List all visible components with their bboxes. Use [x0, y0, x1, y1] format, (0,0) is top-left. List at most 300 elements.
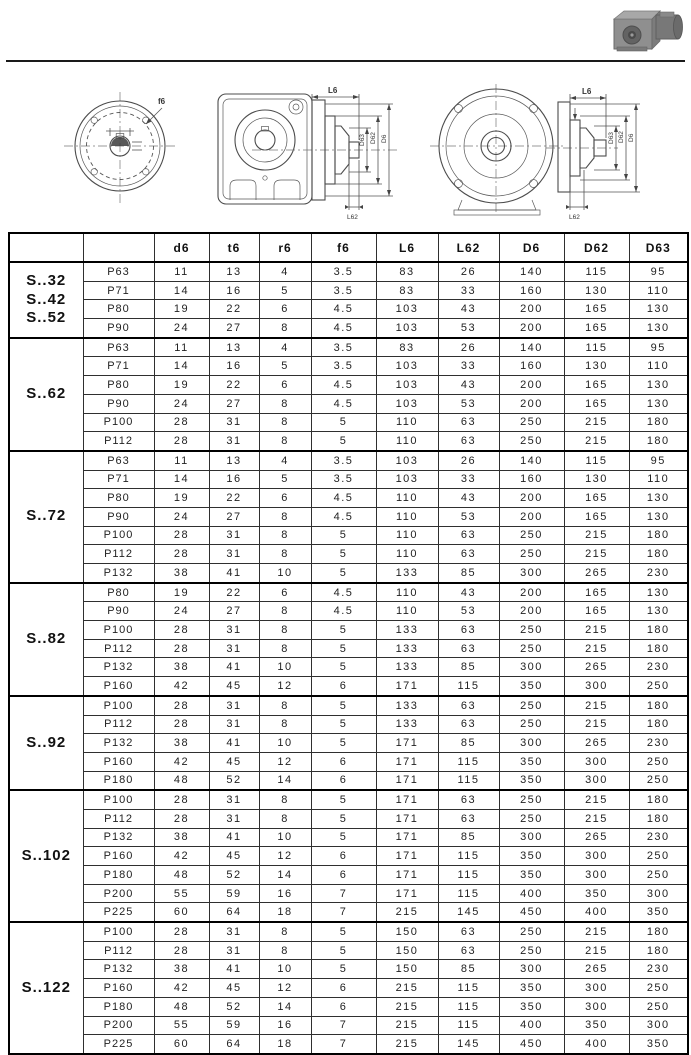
table-row — [9, 338, 688, 357]
front-view-d62-label: D62 — [618, 131, 625, 143]
dimension-value-cell: 215 — [564, 526, 629, 545]
dimension-value-cell: 52 — [209, 997, 259, 1016]
motor-size-cell: P100 — [83, 696, 154, 715]
dimension-value-cell: 115 — [438, 771, 499, 790]
dimension-value-cell: 6 — [259, 583, 311, 602]
dimension-value-cell: 145 — [438, 1035, 499, 1054]
motor-size-cell: P132 — [83, 734, 154, 753]
motor-size-cell: P100 — [83, 413, 154, 432]
dimension-value-cell: 215 — [564, 790, 629, 809]
table-row — [9, 960, 688, 979]
dimension-value-cell: 7 — [311, 884, 376, 903]
dimension-value-cell: 110 — [629, 470, 688, 489]
dimension-value-cell: 215 — [564, 809, 629, 828]
dimension-value-cell: 6 — [259, 489, 311, 508]
dimension-value-cell: 7 — [311, 1016, 376, 1035]
dimension-value-cell: 115 — [438, 847, 499, 866]
header-blank-size — [83, 233, 154, 262]
dimension-value-cell: 31 — [209, 432, 259, 451]
motor-size-cell: P90 — [83, 602, 154, 621]
dimension-value-cell: 31 — [209, 696, 259, 715]
dimension-value-cell: 6 — [311, 866, 376, 885]
dimension-value-cell: 63 — [438, 790, 499, 809]
dimension-value-cell: 110 — [376, 489, 438, 508]
table-row — [9, 922, 688, 941]
column-header-f6: f6 — [311, 233, 376, 262]
table-row — [9, 376, 688, 395]
dimension-value-cell: 450 — [499, 903, 564, 922]
dimension-value-cell: 250 — [499, 715, 564, 734]
dimension-value-cell: 8 — [259, 526, 311, 545]
dimension-value-cell: 64 — [209, 1035, 259, 1054]
dimension-value-cell: 133 — [376, 658, 438, 677]
side-view-d6-label: D6 — [381, 134, 388, 143]
dimension-value-cell: 63 — [438, 639, 499, 658]
dimension-value-cell: 26 — [438, 338, 499, 357]
dimension-value-cell: 45 — [209, 677, 259, 696]
dimension-value-cell: 8 — [259, 715, 311, 734]
dimension-value-cell: 300 — [564, 847, 629, 866]
dimension-value-cell: 115 — [438, 752, 499, 771]
column-header-d6: D6 — [499, 233, 564, 262]
table-row — [9, 319, 688, 338]
dimension-value-cell: 95 — [629, 262, 688, 281]
dimension-value-cell: 215 — [564, 922, 629, 941]
dimension-value-cell: 11 — [154, 338, 209, 357]
dimension-value-cell: 28 — [154, 922, 209, 941]
dimension-value-cell: 180 — [629, 790, 688, 809]
dimension-value-cell: 250 — [499, 790, 564, 809]
dimension-value-cell: 5 — [311, 696, 376, 715]
motor-size-cell: P225 — [83, 1035, 154, 1054]
dimension-value-cell: 5 — [259, 470, 311, 489]
dimensions-table — [8, 232, 689, 1055]
dimension-value-cell: 350 — [629, 1035, 688, 1054]
dimension-value-cell: 63 — [438, 809, 499, 828]
dimension-value-cell: 5 — [311, 432, 376, 451]
dimension-value-cell: 165 — [564, 376, 629, 395]
dimension-value-cell: 48 — [154, 997, 209, 1016]
dimension-value-cell: 215 — [564, 715, 629, 734]
column-header-l6: L6 — [376, 233, 438, 262]
gearbox-front-view-drawing — [418, 80, 650, 222]
dimension-value-cell: 13 — [209, 338, 259, 357]
motor-size-cell: P80 — [83, 300, 154, 319]
dimension-value-cell: 145 — [438, 903, 499, 922]
dimension-value-cell: 230 — [629, 734, 688, 753]
dimension-value-cell: 41 — [209, 564, 259, 583]
dimension-value-cell: 24 — [154, 394, 209, 413]
table-row — [9, 564, 688, 583]
dimension-value-cell: 171 — [376, 866, 438, 885]
dimension-value-cell: 16 — [209, 281, 259, 300]
dimension-value-cell: 83 — [376, 262, 438, 281]
dimension-value-cell: 160 — [499, 357, 564, 376]
column-header-r6: r6 — [259, 233, 311, 262]
dimension-value-cell: 300 — [499, 828, 564, 847]
dimension-value-cell: 13 — [209, 451, 259, 470]
dimension-value-cell: 215 — [376, 997, 438, 1016]
dimension-value-cell: 22 — [209, 489, 259, 508]
dimension-value-cell: 250 — [499, 696, 564, 715]
dimension-value-cell: 5 — [311, 790, 376, 809]
dimension-value-cell: 180 — [629, 809, 688, 828]
dimension-value-cell: 27 — [209, 507, 259, 526]
dimension-value-cell: 38 — [154, 828, 209, 847]
motor-size-cell: P71 — [83, 281, 154, 300]
dimension-value-cell: 400 — [564, 903, 629, 922]
motor-size-cell: P112 — [83, 941, 154, 960]
dimension-value-cell: 12 — [259, 979, 311, 998]
dimension-value-cell: 250 — [629, 771, 688, 790]
dimension-value-cell: 130 — [629, 602, 688, 621]
dimension-value-cell: 171 — [376, 752, 438, 771]
dimension-value-cell: 4.5 — [311, 489, 376, 508]
dimension-value-cell: 18 — [259, 1035, 311, 1054]
dimension-value-cell: 18 — [259, 903, 311, 922]
dimension-value-cell: 12 — [259, 847, 311, 866]
dimension-value-cell: 133 — [376, 639, 438, 658]
dimension-value-cell: 38 — [154, 564, 209, 583]
table-row — [9, 979, 688, 998]
motor-size-cell: P160 — [83, 752, 154, 771]
series-group-label: S..122 — [9, 922, 83, 1054]
dimension-value-cell: 14 — [259, 771, 311, 790]
dimension-value-cell: 45 — [209, 979, 259, 998]
dimension-value-cell: 200 — [499, 489, 564, 508]
dimension-value-cell: 8 — [259, 809, 311, 828]
motor-size-cell: P160 — [83, 979, 154, 998]
dimension-value-cell: 350 — [499, 997, 564, 1016]
motor-size-cell: P63 — [83, 338, 154, 357]
dimension-value-cell: 10 — [259, 734, 311, 753]
dimension-value-cell: 200 — [499, 319, 564, 338]
dimension-value-cell: 11 — [154, 262, 209, 281]
dimension-value-cell: 115 — [438, 884, 499, 903]
dimension-value-cell: 300 — [629, 884, 688, 903]
dimension-value-cell: 130 — [629, 507, 688, 526]
dimension-value-cell: 300 — [499, 734, 564, 753]
dimension-value-cell: 230 — [629, 960, 688, 979]
dimension-value-cell: 22 — [209, 583, 259, 602]
dimension-value-cell: 43 — [438, 300, 499, 319]
dimension-value-cell: 5 — [311, 941, 376, 960]
table-row — [9, 262, 688, 281]
dimension-value-cell: 115 — [438, 1016, 499, 1035]
dimension-value-cell: 4.5 — [311, 583, 376, 602]
dimension-value-cell: 22 — [209, 300, 259, 319]
table-row — [9, 677, 688, 696]
dimension-value-cell: 115 — [438, 677, 499, 696]
dimension-value-cell: 28 — [154, 639, 209, 658]
dimension-value-cell: 133 — [376, 715, 438, 734]
dimension-value-cell: 60 — [154, 1035, 209, 1054]
dimension-value-cell: 110 — [629, 281, 688, 300]
dimension-value-cell: 27 — [209, 394, 259, 413]
dimension-value-cell: 14 — [154, 470, 209, 489]
dimension-value-cell: 350 — [499, 752, 564, 771]
table-row — [9, 752, 688, 771]
table-row — [9, 866, 688, 885]
dimension-value-cell: 215 — [564, 621, 629, 640]
dimension-value-cell: 43 — [438, 583, 499, 602]
table-row — [9, 884, 688, 903]
dimension-value-cell: 5 — [311, 922, 376, 941]
dimension-value-cell: 300 — [499, 960, 564, 979]
dimension-value-cell: 27 — [209, 602, 259, 621]
motor-size-cell: P100 — [83, 790, 154, 809]
dimension-value-cell: 165 — [564, 602, 629, 621]
table-row — [9, 583, 688, 602]
table-row — [9, 903, 688, 922]
dimension-value-cell: 95 — [629, 338, 688, 357]
motor-size-cell: P112 — [83, 715, 154, 734]
dimension-value-cell: 48 — [154, 771, 209, 790]
dimension-value-cell: 150 — [376, 941, 438, 960]
dimension-value-cell: 53 — [438, 507, 499, 526]
dimension-value-cell: 42 — [154, 677, 209, 696]
column-header-d62: D62 — [564, 233, 629, 262]
dimension-value-cell: 180 — [629, 941, 688, 960]
dimension-value-cell: 171 — [376, 828, 438, 847]
motor-size-cell: P80 — [83, 376, 154, 395]
dimension-value-cell: 200 — [499, 394, 564, 413]
motor-size-cell: P160 — [83, 847, 154, 866]
dimension-value-cell: 250 — [499, 621, 564, 640]
dimension-value-cell: 31 — [209, 922, 259, 941]
table-row — [9, 602, 688, 621]
dimension-value-cell: 28 — [154, 621, 209, 640]
table-row — [9, 394, 688, 413]
dimension-value-cell: 110 — [376, 583, 438, 602]
dimension-value-cell: 130 — [564, 357, 629, 376]
dimension-value-cell: 63 — [438, 621, 499, 640]
dimension-value-cell: 33 — [438, 470, 499, 489]
dimension-value-cell: 28 — [154, 696, 209, 715]
dimension-value-cell: 31 — [209, 941, 259, 960]
dimension-value-cell: 180 — [629, 715, 688, 734]
dimension-value-cell: 103 — [376, 470, 438, 489]
table-row — [9, 526, 688, 545]
table-row — [9, 1035, 688, 1054]
dimension-value-cell: 6 — [259, 376, 311, 395]
dimension-value-cell: 24 — [154, 319, 209, 338]
dimension-value-cell: 28 — [154, 790, 209, 809]
dimension-value-cell: 265 — [564, 828, 629, 847]
column-header-d6: d6 — [154, 233, 209, 262]
dimension-value-cell: 133 — [376, 696, 438, 715]
dimension-value-cell: 5 — [311, 564, 376, 583]
table-row — [9, 696, 688, 715]
dimension-value-cell: 180 — [629, 526, 688, 545]
dimension-value-cell: 180 — [629, 545, 688, 564]
dimension-value-cell: 5 — [311, 715, 376, 734]
dimension-value-cell: 215 — [376, 979, 438, 998]
dimension-value-cell: 7 — [311, 903, 376, 922]
dimension-value-cell: 59 — [209, 1016, 259, 1035]
dimension-value-cell: 140 — [499, 262, 564, 281]
dimension-value-cell: 115 — [438, 979, 499, 998]
dimension-value-cell: 5 — [311, 526, 376, 545]
dimension-value-cell: 103 — [376, 376, 438, 395]
dimension-value-cell: 16 — [259, 1016, 311, 1035]
dimension-value-cell: 5 — [311, 828, 376, 847]
dimension-value-cell: 38 — [154, 960, 209, 979]
dimension-value-cell: 250 — [629, 866, 688, 885]
motor-size-cell: P112 — [83, 545, 154, 564]
dimension-value-cell: 14 — [154, 357, 209, 376]
dimension-value-cell: 8 — [259, 922, 311, 941]
dimension-value-cell: 250 — [629, 847, 688, 866]
dimension-value-cell: 16 — [259, 884, 311, 903]
dimension-value-cell: 4 — [259, 451, 311, 470]
dimension-value-cell: 8 — [259, 432, 311, 451]
dimension-value-cell: 250 — [629, 752, 688, 771]
dimension-value-cell: 5 — [311, 413, 376, 432]
dimension-value-cell: 160 — [499, 281, 564, 300]
dimension-value-cell: 250 — [499, 809, 564, 828]
motor-size-cell: P200 — [83, 884, 154, 903]
header-divider — [6, 60, 685, 62]
dimension-value-cell: 28 — [154, 809, 209, 828]
dimension-value-cell: 59 — [209, 884, 259, 903]
motor-size-cell: P90 — [83, 394, 154, 413]
dimension-value-cell: 165 — [564, 319, 629, 338]
table-row — [9, 545, 688, 564]
dimension-value-cell: 8 — [259, 790, 311, 809]
motor-size-cell: P132 — [83, 960, 154, 979]
dimension-value-cell: 110 — [376, 432, 438, 451]
column-header-d63: D63 — [629, 233, 688, 262]
dimension-value-cell: 4 — [259, 338, 311, 357]
dimension-value-cell: 350 — [499, 677, 564, 696]
dimension-value-cell: 171 — [376, 884, 438, 903]
dimension-value-cell: 42 — [154, 847, 209, 866]
dimension-value-cell: 400 — [499, 884, 564, 903]
table-row — [9, 413, 688, 432]
dimension-value-cell: 5 — [259, 357, 311, 376]
dimension-value-cell: 300 — [564, 997, 629, 1016]
dimension-value-cell: 24 — [154, 602, 209, 621]
dimension-value-cell: 63 — [438, 715, 499, 734]
motor-size-cell: P225 — [83, 903, 154, 922]
dimension-value-cell: 5 — [311, 658, 376, 677]
dimension-value-cell: 115 — [438, 997, 499, 1016]
dimension-value-cell: 165 — [564, 300, 629, 319]
motor-size-cell: P112 — [83, 809, 154, 828]
dimension-value-cell: 85 — [438, 658, 499, 677]
motor-size-cell: P90 — [83, 319, 154, 338]
dimension-value-cell: 14 — [259, 866, 311, 885]
dimension-value-cell: 103 — [376, 300, 438, 319]
dimension-value-cell: 55 — [154, 884, 209, 903]
dimension-value-cell: 300 — [564, 752, 629, 771]
dimension-value-cell: 53 — [438, 602, 499, 621]
front-view-d6-label: D6 — [628, 133, 635, 142]
dimension-value-cell: 6 — [259, 300, 311, 319]
dimension-value-cell: 28 — [154, 413, 209, 432]
dimension-value-cell: 33 — [438, 281, 499, 300]
table-row — [9, 507, 688, 526]
header-blank-series — [9, 233, 83, 262]
dimension-value-cell: 28 — [154, 545, 209, 564]
dimension-value-cell: 165 — [564, 394, 629, 413]
dimension-value-cell: 130 — [629, 394, 688, 413]
dimension-value-cell: 150 — [376, 922, 438, 941]
dimension-value-cell: 4.5 — [311, 376, 376, 395]
dimension-value-cell: 130 — [629, 300, 688, 319]
dimension-value-cell: 133 — [376, 564, 438, 583]
dimension-value-cell: 8 — [259, 413, 311, 432]
front-view-d63-label: D63 — [608, 132, 615, 144]
dimension-value-cell: 110 — [376, 545, 438, 564]
motor-size-cell: P100 — [83, 922, 154, 941]
dimension-value-cell: 3.5 — [311, 357, 376, 376]
side-view-d62-label: D62 — [370, 132, 377, 144]
dimension-value-cell: 215 — [376, 903, 438, 922]
dimension-value-cell: 300 — [564, 677, 629, 696]
dimension-value-cell: 10 — [259, 960, 311, 979]
dimension-value-cell: 250 — [629, 979, 688, 998]
side-view-l6-label: L6 — [328, 86, 338, 95]
dimension-value-cell: 171 — [376, 677, 438, 696]
motor-size-cell: P90 — [83, 507, 154, 526]
dimension-value-cell: 300 — [564, 979, 629, 998]
dimension-value-cell: 12 — [259, 752, 311, 771]
dimension-value-cell: 180 — [629, 413, 688, 432]
dimension-value-cell: 265 — [564, 734, 629, 753]
dimension-value-cell: 52 — [209, 866, 259, 885]
dimension-value-cell: 3.5 — [311, 281, 376, 300]
motor-size-cell: P63 — [83, 262, 154, 281]
dimension-value-cell: 63 — [438, 526, 499, 545]
dimension-value-cell: 250 — [499, 413, 564, 432]
dimension-value-cell: 5 — [259, 281, 311, 300]
dimension-value-cell: 300 — [499, 658, 564, 677]
dimension-value-cell: 165 — [564, 583, 629, 602]
dimension-value-cell: 8 — [259, 696, 311, 715]
motor-size-cell: P160 — [83, 677, 154, 696]
dimension-value-cell: 130 — [564, 470, 629, 489]
dimension-value-cell: 31 — [209, 545, 259, 564]
dimension-value-cell: 130 — [564, 281, 629, 300]
dimension-value-cell: 115 — [564, 262, 629, 281]
motor-size-cell: P132 — [83, 564, 154, 583]
dimension-value-cell: 42 — [154, 979, 209, 998]
dimension-value-cell: 180 — [629, 639, 688, 658]
dimension-value-cell: 8 — [259, 621, 311, 640]
dimension-value-cell: 6 — [311, 997, 376, 1016]
dimension-value-cell: 110 — [629, 357, 688, 376]
motor-size-cell: P80 — [83, 489, 154, 508]
dimension-value-cell: 63 — [438, 941, 499, 960]
dimension-value-cell: 6 — [311, 847, 376, 866]
dimension-value-cell: 48 — [154, 866, 209, 885]
dimension-value-cell: 110 — [376, 526, 438, 545]
dimension-value-cell: 31 — [209, 526, 259, 545]
dimension-value-cell: 19 — [154, 489, 209, 508]
dimension-value-cell: 4 — [259, 262, 311, 281]
dimension-value-cell: 11 — [154, 451, 209, 470]
dimension-value-cell: 8 — [259, 941, 311, 960]
dimension-value-cell: 6 — [311, 979, 376, 998]
dimension-value-cell: 8 — [259, 394, 311, 413]
dimension-value-cell: 230 — [629, 564, 688, 583]
table-row — [9, 658, 688, 677]
dimension-value-cell: 12 — [259, 677, 311, 696]
dimension-value-cell: 63 — [438, 922, 499, 941]
column-header-l62: L62 — [438, 233, 499, 262]
